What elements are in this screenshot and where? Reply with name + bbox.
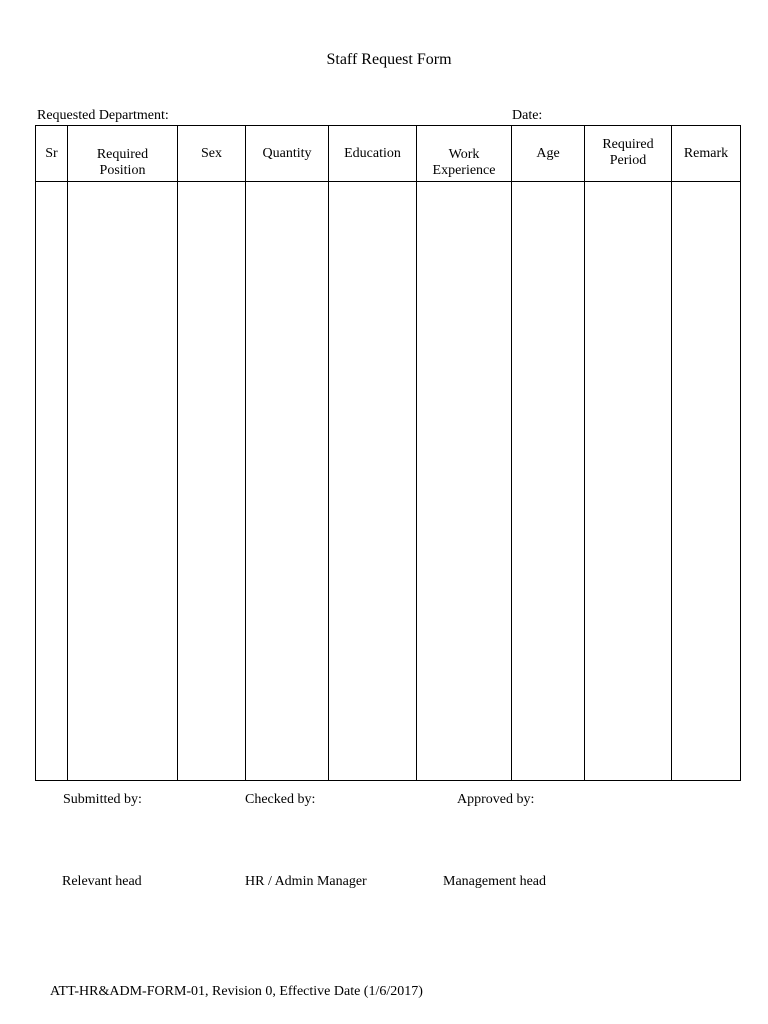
column-divider	[584, 126, 585, 780]
header-age: Age	[536, 146, 560, 161]
date-label: Date:	[512, 108, 543, 123]
management-head-label: Management head	[443, 874, 547, 889]
hr-admin-manager-label: HR / Admin Manager	[245, 874, 367, 889]
header-required-period-line1: Required	[602, 137, 654, 152]
requested-department-label: Requested Department:	[37, 108, 169, 123]
approved-by-label: Approved by:	[457, 792, 535, 807]
column-divider	[245, 126, 246, 780]
header-work-experience	[417, 147, 511, 179]
header-work-experience-line2: Experience	[432, 163, 496, 178]
checked-by-label: Checked by:	[245, 792, 316, 807]
header-required-period	[585, 137, 671, 169]
header-quantity: Quantity	[262, 146, 312, 161]
column-divider	[671, 126, 672, 780]
header-required-period-line2: Period	[609, 153, 647, 168]
header-sr: Sr	[45, 146, 58, 161]
column-divider	[67, 126, 68, 780]
relevant-head-label: Relevant head	[62, 874, 142, 889]
header-separator	[36, 181, 740, 182]
submitted-by-label: Submitted by:	[63, 792, 142, 807]
column-divider	[511, 126, 512, 780]
header-required-position-line1: Required	[96, 147, 149, 162]
header-required-position-line2: Position	[99, 163, 146, 178]
column-divider	[328, 126, 329, 780]
header-remark: Remark	[683, 146, 729, 161]
header-education: Education	[344, 146, 401, 161]
header-required-position	[68, 147, 177, 179]
form-title: Staff Request Form	[326, 51, 452, 68]
header-work-experience-line1: Work	[448, 147, 480, 162]
header-sex: Sex	[201, 146, 222, 161]
column-divider	[416, 126, 417, 780]
column-divider	[177, 126, 178, 780]
form-code-footer: ATT-HR&ADM-FORM-01, Revision 0, Effective Date (1/6/2017)	[50, 984, 423, 999]
staff-request-table	[35, 125, 741, 781]
